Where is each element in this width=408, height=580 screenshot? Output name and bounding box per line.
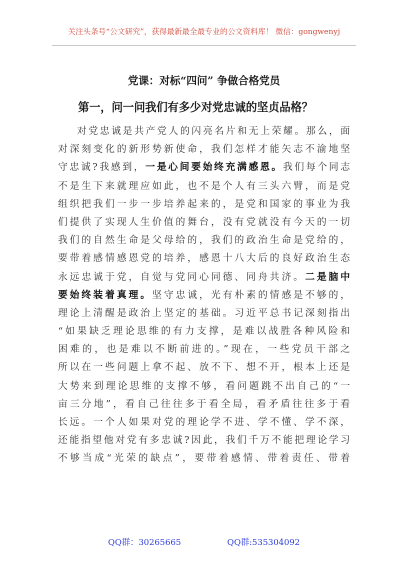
paragraph-line: 所以在一些问题上拿不起、放不下、想不开，根本上还是 [58, 362, 350, 374]
paragraph-line: 长远。一个人如果对党的理论学不进、学不懂、学不深， [58, 417, 350, 428]
paragraph-line: 理论上清醒是政治上坚定的基础。习近平总书记深刻指出 [58, 307, 350, 319]
emphasis-text: 二是脑中 [305, 271, 351, 283]
paragraph-line: 永远忠诚于党，自觉与党同心同德、同舟共济。二是脑中 [58, 271, 351, 283]
emphasis-text: 一是心间要始终充满感恩。 [145, 162, 284, 174]
header-banner: 关注头条号“公文研究”，获得最新最全最专业的公文资料库！ 微信：gongwenyj [67, 27, 341, 36]
paragraph-line: 困难的，也是难以不断前进的。”现在，一些党员干部之 [58, 344, 350, 356]
paragraph-line: 我们的自然生命是父母给的，我们的政治生命是党给的， [58, 235, 350, 247]
header-divider [52, 45, 356, 46]
paragraph-line: 还能指望他对党有多忠诚?因此，我们千万不能把理论学习 [58, 435, 350, 447]
paragraph-line: 不够当成“光荣的缺点”，要带着感情、带着责任、带着 [58, 453, 350, 465]
paragraph-line: 组织把我们一步一步培养起来的，是党和国家的事业为我 [58, 198, 350, 210]
qq-group-1: QQ群：30265665 [108, 537, 182, 547]
paragraph-line: 要带着感情感恩党的培养，感恩十八大后的良好政治生态 [58, 253, 350, 265]
footer-contacts [0, 536, 408, 548]
paragraph-line: 大势来到理论思维的支撑不够，看问题跳不出自己的“一 [58, 380, 350, 392]
body-paragraph [58, 123, 350, 469]
paragraph-line: “如果缺乏理论思维的有力支撑，是难以战胜各种风险和 [58, 326, 350, 338]
paragraph-line: 不是生下来就理应如此，也不是个人有三头六臂，而是党 [58, 180, 350, 192]
paragraph-line: 们提供了实现人生价值的舞台，没有党就没有今天的一切 [58, 216, 350, 228]
paragraph-line: 守忠诚?我感到，一是心间要始终充满感恩。我们每个同志 [58, 162, 350, 174]
paragraph-line: 对党忠诚是共产党人的闪亮名片和无上荣耀。那么，面 [77, 126, 350, 137]
emphasis-text: 要始终装着真理。 [58, 289, 153, 301]
paragraph-line: 亩三分地”，看自己往往多于看全局，看矛盾往往多于看 [58, 398, 350, 410]
document-title: 党课：对标“四问” 争做合格党员 [127, 75, 281, 87]
paragraph-line: 对深刻变化的新形势新使命，我们怎样才能矢志不渝地坚 [58, 144, 350, 156]
qq-group-2: QQ群:535304092 [227, 537, 300, 547]
section-heading: 第一，问一问我们有多少对党忠诚的坚贞品格？ [78, 100, 313, 114]
paragraph-line: 要始终装着真理。坚守忠诚，光有朴素的情感是不够的， [58, 289, 351, 301]
